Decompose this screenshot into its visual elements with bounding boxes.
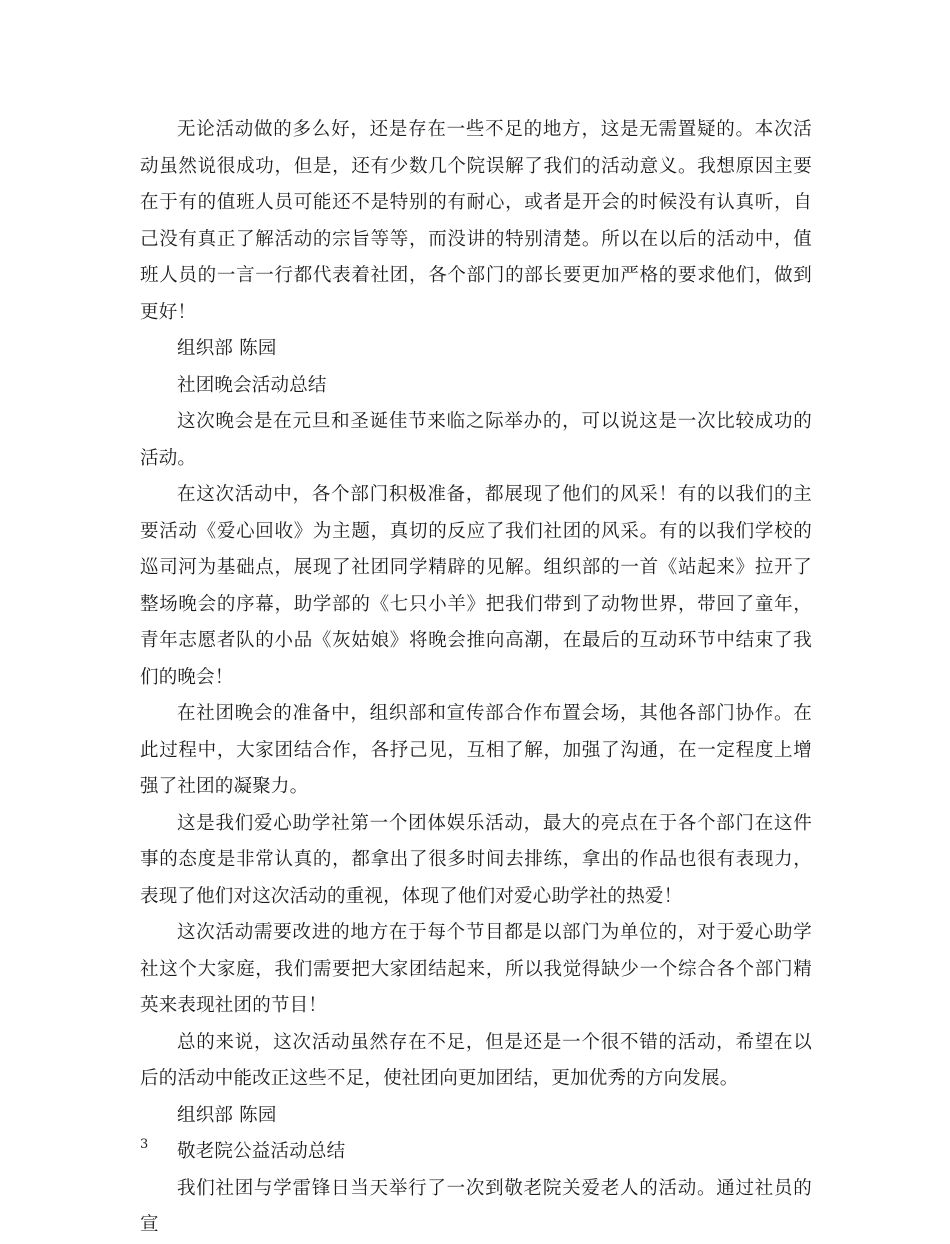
- signature-organization-dept-2: 组织部 陈园: [177, 1104, 277, 1126]
- signature-organization-dept: 组织部 陈园: [177, 338, 277, 359]
- paragraph-gala-conclusion: 总的来说，这次活动虽然存在不足，但是还是一个很不错的活动，希望在以后的活动中能改正这些不足，使社团向更加团结，更加优秀的方向发展。: [140, 1031, 812, 1089]
- section-heading-nursing-home: 敬老院公益活动总结: [177, 1141, 346, 1162]
- paragraph-gala-highlight: 这是我们爱心助学社第一个团体娱乐活动，最大的亮点在于各个部门在这件事的态度是非常认真的，都拿出了很多时间去排练，拿出的作品也很有表现力，表现了他们对这次活动的重视，体现了他们对爱心助学社的热爱！: [140, 812, 812, 907]
- paragraph-nursing-home-intro: 我们社团与学雷锋日当天举行了一次到敬老院关爱老人的活动。通过社员的宣: [140, 1177, 812, 1235]
- document-body: [140, 112, 812, 1244]
- paragraph-gala-performances: 在这次活动中，各个部门积极准备，都展现了他们的风采！有的以我们的主要活动《爱心回收》为主题，真切的反应了我们社团的风采。有的以我们学校的巡司河为基础点，展现了社团同学精辟的见解。组织部的一首《站起来》拉开了整场晚会的序幕，助学部的《七只小羊》把我们带到了动物世界，带回了童年，青年志愿者队的小品《灰姑娘》将晚会推向高潮，在最后的互动环节中结束了我们的晚会！: [140, 484, 812, 688]
- section-heading-gala-summary: 社团晚会活动总结: [177, 374, 327, 396]
- paragraph-shortcomings: 无论活动做的多么好，还是存在一些不足的地方，这是无需置疑的。本次活动虽然说很成功，但是，还有少数几个院误解了我们的活动意义。我想原因主要在于有的值班人员可能还不是特别的有耐心，或者是开会的时候没有认真听，自己没有真正了解活动的宗旨等等，而没讲的特别清楚。所以在以后的活动中，值班人员的一言一行都代表着社团，各个部门的部长要更加严格的要求他们，做到更好！: [140, 119, 812, 323]
- paragraph-gala-intro: 这次晚会是在元旦和圣诞佳节来临之际举办的，可以说这是一次比较成功的活动。: [140, 411, 812, 469]
- paragraph-gala-improvement: 这次活动需要改进的地方在于每个节目都是以部门为单位的，对于爱心助学社这个大家庭，我们需要把大家团结起来，所以我觉得缺少一个综合各个部门精英来表现社团的节目！: [140, 922, 812, 1016]
- paragraph-gala-preparation: 在社团晚会的准备中，组织部和宣传部合作布置会场，其他各部门协作。在此过程中，大家团结合作，各抒己见，互相了解，加强了沟通，在一定程度上增强了社团的凝聚力。: [140, 703, 812, 797]
- page-number: 3: [140, 1137, 149, 1152]
